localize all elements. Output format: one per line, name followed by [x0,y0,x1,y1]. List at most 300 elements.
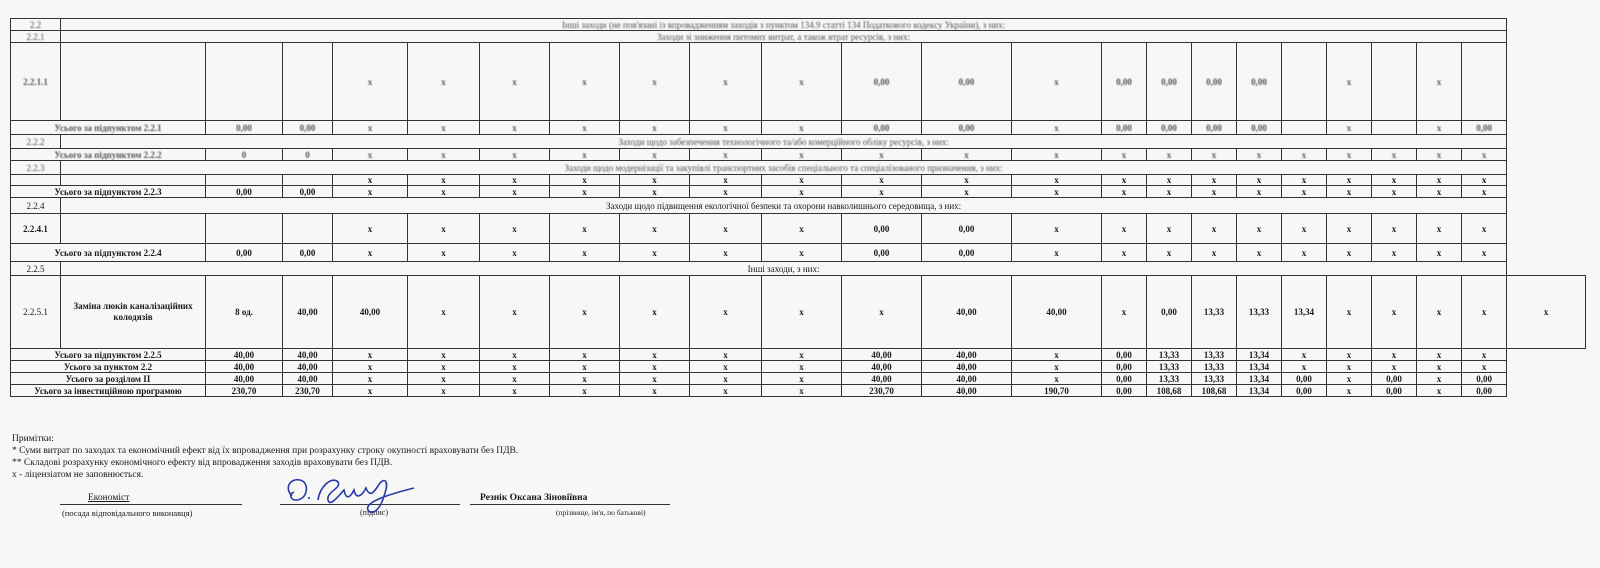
table-cell: 13,33 [1147,373,1192,385]
table-cell: x [480,149,550,161]
position-caption: (посада відповідального виконавця) [62,508,193,518]
table-cell: x [333,186,408,198]
table-cell: 0,00 [1102,43,1147,121]
table-cell: x [1462,276,1507,349]
table-cell: x [550,385,620,397]
table-cell: 0,00 [1282,385,1327,397]
table-cell: 13,34 [1237,385,1282,397]
section-header-row [11,161,1586,175]
table-cell [61,214,206,244]
table-cell: x [408,385,480,397]
table-cell: x [1282,175,1327,186]
table-cell: 0,00 [1372,385,1417,397]
subtotal-label: Усього за інвестиційною програмою [11,385,206,397]
table-cell: x [1012,43,1102,121]
table-cell: x [762,43,842,121]
table-cell: x [620,186,690,198]
subtotal-row [11,149,1586,161]
table-cell: x [762,149,842,161]
table-cell: x [690,385,762,397]
table-cell: x [762,361,842,373]
table-cell [1282,43,1327,121]
table-cell [11,175,61,186]
table-cell: 40,00 [283,349,333,361]
table-cell: x [1417,149,1462,161]
table-cell: x [480,214,550,244]
section-code: 2.2.1 [11,31,61,43]
table-cell: x [550,276,620,349]
table-cell: x [1327,385,1372,397]
table-cell: x [1417,175,1462,186]
table-cell: x [1327,361,1372,373]
table-cell: 40,00 [842,349,922,361]
table-cell: x [762,385,842,397]
table-cell: x [480,349,550,361]
table-cell: x [550,361,620,373]
table-cell [206,175,283,186]
table-cell: 0,00 [283,244,333,262]
table-cell: x [1417,121,1462,135]
table-cell: x [620,349,690,361]
table-cell: x [550,43,620,121]
subtotal-row [11,373,1586,385]
section-header-row [11,31,1586,43]
table-cell: x [620,244,690,262]
table-cell: x [1327,121,1372,135]
table-cell: x [1327,373,1372,385]
subtotal-row [11,244,1586,262]
table-cell: x [1417,276,1462,349]
table-cell: x [620,361,690,373]
signature-caption: (підпис) [360,508,389,517]
table-cell: x [550,186,620,198]
section-code: 2.2.2 [11,135,61,149]
table-cell: x [408,214,480,244]
table-cell: x [408,175,480,186]
table-cell: x [1327,214,1372,244]
table-cell: 0,00 [922,43,1012,121]
table-cell: x [408,361,480,373]
table-cell: 108,68 [1192,385,1237,397]
table-cell: x [1327,43,1372,121]
table-cell: x [1102,244,1147,262]
section-header-row [11,135,1586,149]
table-cell: 0,00 [1147,121,1192,135]
table-cell: x [333,121,408,135]
table-cell: x [620,121,690,135]
table-cell: 40,00 [333,276,408,349]
table-cell: 0,00 [1147,43,1192,121]
table-cell: x [1417,373,1462,385]
section-header-row [11,262,1586,276]
subtotal-label: Усього за підпунктом 2.2.3 [11,186,206,198]
table-cell: x [1102,186,1147,198]
table-cell: 0,00 [283,121,333,135]
subtotal-row [11,186,1586,198]
table-cell: x [690,276,762,349]
note-1: * Суми витрат по заходах та економічний ефект від їх впровадження при розрахунку строку окупності враховувати без ПДВ. [12,446,519,456]
table-cell: x [1372,361,1417,373]
table-cell: 0,00 [922,244,1012,262]
table-cell: x [1462,244,1507,262]
table-cell [283,43,333,121]
table-cell: 0,00 [842,43,922,121]
table-cell: x [1327,175,1372,186]
position-line [60,504,242,505]
table-cell: x [1372,214,1417,244]
table-cell: x [1417,43,1462,121]
section-code: 2.2.5 [11,262,61,276]
subtotal-label: Усього за підпунктом 2.2.1 [11,121,206,135]
table-cell: 108,68 [1147,385,1192,397]
table-cell: x [1372,149,1417,161]
table-cell: x [1237,214,1282,244]
table-cell: 13,33 [1237,276,1282,349]
table-cell: 13,34 [1237,373,1282,385]
table-cell: x [480,121,550,135]
notes-title: Примітки: [12,434,54,444]
table-cell: x [690,373,762,385]
table-cell: x [1372,244,1417,262]
table-cell: 0,00 [1102,349,1147,361]
table-cell: x [620,175,690,186]
table-cell: x [1417,349,1462,361]
note-3: х - ліцензіатом не заповнюється. [12,470,144,480]
table-cell: x [1237,175,1282,186]
table-cell: 0,00 [1102,121,1147,135]
table-cell: x [333,149,408,161]
table-cell: 13,33 [1192,361,1237,373]
table-cell: 230,70 [842,385,922,397]
table-cell: 40,00 [1012,276,1102,349]
table-cell: 0,00 [1192,43,1237,121]
table-cell: 13,33 [1147,349,1192,361]
table-cell: x [1462,149,1507,161]
note-2: ** Складові розрахунку економічного ефекту від впровадження заходів враховувати без ПДВ. [12,458,393,468]
table-cell: 0,00 [922,121,1012,135]
table-cell: 0,00 [1102,361,1147,373]
table-cell [1282,121,1327,135]
table-cell: x [690,43,762,121]
table-cell: x [762,214,842,244]
investment-table-sheet [10,18,1586,397]
subtotal-label: Усього за підпунктом 2.2.2 [11,149,206,161]
table-cell: x [922,186,1012,198]
table-cell [1372,43,1417,121]
table-cell: 40,00 [842,373,922,385]
table-cell: 13,33 [1192,373,1237,385]
table-cell: x [762,244,842,262]
table-cell: 13,34 [1282,276,1327,349]
table-cell: 40,00 [842,361,922,373]
table-cell: x [480,361,550,373]
table-cell: x [333,349,408,361]
name-line [470,504,670,505]
table-cell: x [1102,214,1147,244]
table-cell: x [922,175,1012,186]
table-cell: 0,00 [842,244,922,262]
table-cell: x [842,276,922,349]
data-row [11,276,1586,349]
table-cell [206,43,283,121]
table-cell: x [408,43,480,121]
measure-quantity: 8 од. [206,276,283,349]
subtotal-label: Усього за підпунктом 2.2.4 [11,244,206,262]
table-cell: x [1102,149,1147,161]
table-cell: x [480,175,550,186]
table-cell: 40,00 [922,349,1012,361]
table-cell: 0,00 [842,121,922,135]
row-code: 2.2.1.1 [11,43,61,121]
table-cell: x [333,175,408,186]
table-cell: x [620,43,690,121]
table-cell: 0,00 [1462,121,1507,135]
table-cell: 40,00 [206,373,283,385]
table-cell: x [1372,349,1417,361]
section-header-row [11,198,1586,214]
data-row [11,175,1586,186]
table-cell: 0,00 [206,186,283,198]
table-cell: x [842,186,922,198]
table-cell: x [333,244,408,262]
table-cell: x [762,186,842,198]
table-cell: x [408,121,480,135]
table-cell: 40,00 [283,276,333,349]
table-cell: x [1282,361,1327,373]
table-cell: 0,00 [842,214,922,244]
investment-program-table [10,18,1586,397]
row-code: 2.2.5.1 [11,276,61,349]
section-title: Інші заходи (не пов'язані із впровадженням заходів з пунктом 134.9 статті 134 Податкового кодексу України), з них: [61,19,1507,31]
table-cell: x [1192,186,1237,198]
section-title: Інші заходи, з них: [61,262,1507,276]
responsible-name: Резнік Оксана Зіновіївна [480,493,588,503]
table-cell: 0,00 [206,121,283,135]
table-cell: x [408,276,480,349]
table-cell: 0,00 [1237,43,1282,121]
table-cell: x [1102,276,1147,349]
table-cell: x [550,149,620,161]
section-title: Заходи щодо підвищення екологічної безпеки та охорони навколишнього середовища, з них: [61,198,1507,214]
table-cell: x [408,149,480,161]
table-cell: 0 [283,149,333,161]
table-cell: x [480,385,550,397]
table-cell: x [333,373,408,385]
section-title: Заходи щодо модернізації та закупівлі транспортних засобів спеціального та спеціалізованого призначення, з них: [61,161,1507,175]
table-cell: x [620,276,690,349]
table-cell: x [1012,149,1102,161]
table-cell: x [690,121,762,135]
section-code: 2.2.4 [11,198,61,214]
row-code: 2.2.4.1 [11,214,61,244]
table-cell [283,175,333,186]
table-cell: 230,70 [206,385,283,397]
data-row [11,214,1586,244]
table-cell: x [480,186,550,198]
table-cell: x [333,361,408,373]
table-cell: x [1012,121,1102,135]
table-cell: x [1462,361,1507,373]
table-cell: x [550,349,620,361]
measure-name: Заміна люків каналізаційних колодязів [61,276,206,349]
table-cell: x [550,373,620,385]
table-cell: 0,00 [1102,385,1147,397]
table-cell [283,214,333,244]
table-cell: x [620,385,690,397]
table-cell: x [480,373,550,385]
table-cell: 0,00 [1102,373,1147,385]
table-cell: 40,00 [922,361,1012,373]
table-cell: x [1012,349,1102,361]
table-cell: x [690,361,762,373]
table-cell: x [690,175,762,186]
table-cell: x [1372,175,1417,186]
table-cell: x [1012,175,1102,186]
section-header-row [11,19,1586,31]
table-cell: x [550,121,620,135]
handwritten-signature [280,470,430,518]
table-cell: x [408,244,480,262]
table-cell: 230,70 [283,385,333,397]
table-cell: x [620,149,690,161]
table-cell: x [1192,175,1237,186]
subtotal-row [11,121,1586,135]
table-cell: x [1282,149,1327,161]
table-cell: x [1372,186,1417,198]
table-cell [1372,121,1417,135]
subtotal-label: Усього за розділом ІІ [11,373,206,385]
table-cell: x [922,149,1012,161]
table-cell: 40,00 [922,276,1012,349]
table-cell: x [762,121,842,135]
table-cell: x [480,244,550,262]
section-code: 2.2.3 [11,161,61,175]
table-cell: 0,00 [922,214,1012,244]
table-cell: x [1372,276,1417,349]
table-cell: x [333,43,408,121]
table-cell: x [690,349,762,361]
table-cell: x [408,186,480,198]
table-cell: x [550,244,620,262]
table-cell [206,214,283,244]
table-cell: x [1327,244,1372,262]
table-cell: x [1462,349,1507,361]
table-cell: x [690,149,762,161]
table-cell: x [842,149,922,161]
table-cell: x [1282,214,1327,244]
table-cell: x [1327,349,1372,361]
table-cell: 40,00 [206,361,283,373]
table-cell: 0,00 [1462,385,1507,397]
table-cell: x [690,244,762,262]
table-cell: x [550,175,620,186]
subtotal-label: Усього за пунктом 2.2 [11,361,206,373]
table-cell: x [1147,214,1192,244]
subtotal-label: Усього за підпунктом 2.2.5 [11,349,206,361]
table-cell: x [1417,385,1462,397]
table-cell: x [408,349,480,361]
table-cell: x [690,214,762,244]
table-cell: x [762,349,842,361]
table-cell: 0,00 [1282,373,1327,385]
table-cell: x [1417,214,1462,244]
table-cell: 0,00 [1147,276,1192,349]
table-cell: x [1417,361,1462,373]
table-cell: x [1012,186,1102,198]
table-cell: 40,00 [206,349,283,361]
table-cell: x [1147,175,1192,186]
table-cell: x [408,373,480,385]
table-cell: x [1327,276,1372,349]
table-cell: 40,00 [283,373,333,385]
table-cell: x [842,175,922,186]
table-cell: x [1282,186,1327,198]
section-title: Заходи зі зниження питомих витрат, а також втрат ресурсів, з них: [61,31,1507,43]
table-cell: x [1102,175,1147,186]
signature-block [0,490,1600,530]
table-cell: 0,00 [206,244,283,262]
table-cell: x [762,373,842,385]
table-cell: x [480,276,550,349]
table-cell [61,43,206,121]
table-cell: x [1237,149,1282,161]
table-cell: x [1462,186,1507,198]
position-title: Економіст [88,493,130,503]
table-cell: x [1507,276,1586,349]
section-code: 2.2 [11,19,61,31]
table-cell: 0,00 [1237,121,1282,135]
table-cell: 40,00 [283,361,333,373]
table-cell: x [333,385,408,397]
table-cell: 40,00 [922,373,1012,385]
table-cell: 0,00 [1192,121,1237,135]
table-cell: x [550,214,620,244]
subtotal-row [11,349,1586,361]
table-cell: 0 [206,149,283,161]
table-cell: x [1192,149,1237,161]
table-cell: 13,34 [1237,349,1282,361]
table-cell: x [1147,244,1192,262]
table-cell [61,175,206,186]
table-cell: x [1327,149,1372,161]
table-cell: x [690,186,762,198]
table-cell: x [1417,186,1462,198]
table-cell: 190,70 [1012,385,1102,397]
table-cell: x [1417,244,1462,262]
table-cell: 13,34 [1237,361,1282,373]
table-cell: x [1282,349,1327,361]
section-title: Заходи щодо забезпечення технологічного та/або комерційного обліку ресурсів, з них: [61,135,1507,149]
table-cell: x [1237,244,1282,262]
table-cell: 13,33 [1147,361,1192,373]
table-cell: x [1147,149,1192,161]
subtotal-row [11,385,1586,397]
table-cell: 13,33 [1192,349,1237,361]
table-cell: 0,00 [283,186,333,198]
table-cell: x [620,214,690,244]
table-cell: 13,33 [1192,276,1237,349]
table-cell: 40,00 [922,385,1012,397]
table-cell: x [1192,214,1237,244]
table-cell: x [762,175,842,186]
table-cell [1462,43,1507,121]
data-row [11,43,1586,121]
table-cell: 0,00 [1372,373,1417,385]
table-cell: x [1147,186,1192,198]
table-cell: x [620,373,690,385]
table-cell: x [1462,214,1507,244]
subtotal-row [11,361,1586,373]
